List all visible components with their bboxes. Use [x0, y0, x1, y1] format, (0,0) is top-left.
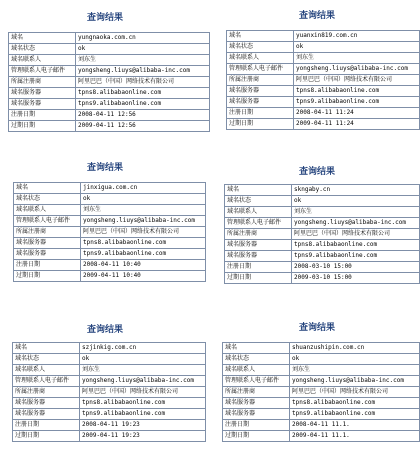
reg-date-value: 2008-03-10 15:00 [292, 262, 420, 273]
status-value: ok [294, 42, 420, 53]
domain-value: szjinkig.com.cn [80, 343, 206, 354]
domain-label: 域名 [14, 183, 81, 194]
domain-info-table [222, 342, 420, 442]
table-row [225, 196, 420, 207]
table-row [14, 183, 206, 194]
ns1-label: 域名服务器 [13, 398, 80, 409]
table-row [227, 31, 420, 42]
domain-label: 域名 [227, 31, 294, 42]
table-row [9, 121, 210, 132]
email-label: 管理联系人电子邮件 [14, 216, 81, 227]
table-row [13, 376, 206, 387]
table-row [14, 227, 206, 238]
table-row [14, 216, 206, 227]
table-row [227, 108, 420, 119]
exp-date-label: 过期日期 [9, 121, 76, 132]
exp-date-label: 过期日期 [14, 271, 81, 282]
reg-date-label: 注册日期 [225, 262, 292, 273]
table-row [223, 431, 420, 442]
email-value: yongsheng.liuys@alibaba-inc.com [292, 218, 420, 229]
table-row [13, 398, 206, 409]
status-value: ok [290, 354, 420, 365]
table-row [13, 354, 206, 365]
table-row [225, 185, 420, 196]
status-value: ok [80, 354, 206, 365]
ns1-value: tpns8.alibabaonline.com [290, 398, 420, 409]
ns2-label: 域名服务器 [227, 97, 294, 108]
ns2-value: tpns9.alibabaonline.com [292, 251, 420, 262]
ns1-value: tpns8.alibabaonline.com [292, 240, 420, 251]
domain-value: yungnaoka.com.cn [76, 33, 210, 44]
table-row [13, 365, 206, 376]
domain-info-table [224, 184, 420, 284]
table-row [14, 194, 206, 205]
table-row [9, 77, 210, 88]
reg-date-value: 2008-04-11 10:40 [81, 260, 206, 271]
result-panel-5 [0, 300, 210, 450]
contact-label: 域名联系人 [9, 55, 76, 66]
exp-date-label: 过期日期 [227, 119, 294, 130]
contact-value: 刘东生 [290, 365, 420, 376]
table-row [227, 97, 420, 108]
domain-info-table [12, 342, 206, 442]
panel-title: 查询结果 [86, 13, 123, 23]
table-row [9, 33, 210, 44]
table-row [9, 66, 210, 77]
email-label: 管理联系人电子邮件 [13, 376, 80, 387]
table-row [223, 387, 420, 398]
table-row [227, 53, 420, 64]
table-row [223, 365, 420, 376]
email-value: yongsheng.liuys@alibaba-inc.com [290, 376, 420, 387]
status-label: 域名状态 [9, 44, 76, 55]
email-label: 管理联系人电子邮件 [9, 66, 76, 77]
email-value: yongsheng.liuys@alibaba-inc.com [294, 64, 420, 75]
table-row [13, 343, 206, 354]
ns1-label: 域名服务器 [14, 238, 81, 249]
domain-value: skngaby.cn [292, 185, 420, 196]
table-row [223, 354, 420, 365]
registrar-value: 阿里巴巴（中国）网络技术有限公司 [290, 387, 420, 398]
status-value: ok [81, 194, 206, 205]
exp-date-value: 2009-04-11 11.1. [290, 431, 420, 442]
table-row [225, 218, 420, 229]
email-label: 管理联系人电子邮件 [227, 64, 294, 75]
contact-label: 域名联系人 [223, 365, 290, 376]
reg-date-value: 2008-04-11 11.1. [290, 420, 420, 431]
ns2-value: tpns9.alibabaonline.com [81, 249, 206, 260]
table-row [9, 55, 210, 66]
domain-label: 域名 [225, 185, 292, 196]
table-row [13, 409, 206, 420]
panel-title: 查询结果 [298, 323, 335, 333]
table-row [13, 420, 206, 431]
ns2-value: tpns9.alibabaonline.com [290, 409, 420, 420]
status-label: 域名状态 [225, 196, 292, 207]
email-value: yongsheng.liuys@alibaba-inc.com [76, 66, 210, 77]
domain-label: 域名 [13, 343, 80, 354]
email-label: 管理联系人电子邮件 [223, 376, 290, 387]
ns2-label: 域名服务器 [223, 409, 290, 420]
exp-date-value: 2009-04-11 19:23 [80, 431, 206, 442]
exp-date-value: 2009-03-10 15:00 [292, 273, 420, 284]
email-value: yongsheng.liuys@alibaba-inc.com [81, 216, 206, 227]
domain-label: 域名 [223, 343, 290, 354]
ns1-label: 域名服务器 [225, 240, 292, 251]
contact-label: 域名联系人 [227, 53, 294, 64]
reg-date-label: 注册日期 [13, 420, 80, 431]
contact-value: 刘东生 [80, 365, 206, 376]
table-row [227, 75, 420, 86]
table-row [9, 88, 210, 99]
reg-date-value: 2008-04-11 12:56 [76, 110, 210, 121]
status-label: 域名状态 [13, 354, 80, 365]
table-row [14, 249, 206, 260]
reg-date-label: 注册日期 [9, 110, 76, 121]
ns2-label: 域名服务器 [13, 409, 80, 420]
registrar-value: 阿里巴巴（中国）网络技术有限公司 [294, 75, 420, 86]
ns1-label: 域名服务器 [9, 88, 76, 99]
table-row [9, 44, 210, 55]
exp-date-label: 过期日期 [223, 431, 290, 442]
table-row [13, 431, 206, 442]
reg-date-label: 注册日期 [223, 420, 290, 431]
contact-value: 刘东生 [76, 55, 210, 66]
table-row [227, 86, 420, 97]
registrar-label: 所属注册商 [227, 75, 294, 86]
ns1-value: tpns8.alibabaonline.com [80, 398, 206, 409]
reg-date-label: 注册日期 [14, 260, 81, 271]
reg-date-label: 注册日期 [227, 108, 294, 119]
panel-title: 查询结果 [86, 325, 123, 335]
registrar-value: 阿里巴巴（中国）网络技术有限公司 [80, 387, 206, 398]
domain-info-table [8, 32, 210, 132]
table-row [9, 110, 210, 121]
registrar-label: 所属注册商 [9, 77, 76, 88]
result-panel-2 [214, 0, 420, 150]
ns2-label: 域名服务器 [225, 251, 292, 262]
table-row [227, 42, 420, 53]
table-row [14, 238, 206, 249]
table-row [225, 273, 420, 284]
table-row [223, 409, 420, 420]
registrar-label: 所属注册商 [223, 387, 290, 398]
ns2-value: tpns9.alibabaonline.com [76, 99, 210, 110]
status-label: 域名状态 [14, 194, 81, 205]
ns2-label: 域名服务器 [9, 99, 76, 110]
domain-info-table [13, 182, 206, 282]
domain-value: yuanxin819.com.cn [294, 31, 420, 42]
domain-value: jinxigua.com.cn [81, 183, 206, 194]
contact-label: 域名联系人 [14, 205, 81, 216]
ns2-value: tpns9.alibabaonline.com [294, 97, 420, 108]
table-row [227, 64, 420, 75]
domain-value: shuanzushipin.com.cn [290, 343, 420, 354]
contact-value: 刘东生 [81, 205, 206, 216]
table-row [223, 343, 420, 354]
table-row [223, 398, 420, 409]
email-value: yongsheng.liuys@alibaba-inc.com [80, 376, 206, 387]
ns1-value: tpns8.alibabaonline.com [81, 238, 206, 249]
ns2-value: tpns9.alibabaonline.com [80, 409, 206, 420]
table-row [225, 207, 420, 218]
status-label: 域名状态 [227, 42, 294, 53]
domain-info-table [226, 30, 420, 130]
registrar-label: 所属注册商 [14, 227, 81, 238]
contact-value: 刘东生 [294, 53, 420, 64]
result-panel-3 [0, 150, 210, 300]
exp-date-label: 过期日期 [13, 431, 80, 442]
table-row [225, 229, 420, 240]
table-row [14, 260, 206, 271]
result-panel-4 [214, 150, 420, 300]
table-row [13, 387, 206, 398]
table-row [223, 420, 420, 431]
panel-title: 查询结果 [86, 163, 123, 173]
reg-date-value: 2008-04-11 11:24 [294, 108, 420, 119]
panel-title: 查询结果 [298, 11, 335, 21]
reg-date-value: 2008-04-11 19:23 [80, 420, 206, 431]
ns1-value: tpns8.alibabaonline.com [76, 88, 210, 99]
registrar-value: 阿里巴巴（中国）网络技术有限公司 [81, 227, 206, 238]
contact-label: 域名联系人 [225, 207, 292, 218]
table-row [227, 119, 420, 130]
exp-date-value: 2009-04-11 11:24 [294, 119, 420, 130]
exp-date-label: 过期日期 [225, 273, 292, 284]
exp-date-value: 2009-04-11 12:56 [76, 121, 210, 132]
status-value: ok [76, 44, 210, 55]
ns2-label: 域名服务器 [14, 249, 81, 260]
table-row [225, 251, 420, 262]
registrar-value: 阿里巴巴（中国）网络技术有限公司 [292, 229, 420, 240]
status-label: 域名状态 [223, 354, 290, 365]
ns1-label: 域名服务器 [227, 86, 294, 97]
ns1-label: 域名服务器 [223, 398, 290, 409]
table-row [225, 262, 420, 273]
table-row [9, 99, 210, 110]
domain-label: 域名 [9, 33, 76, 44]
ns1-value: tpns8.alibabaonline.com [294, 86, 420, 97]
table-row [14, 271, 206, 282]
table-row [225, 240, 420, 251]
exp-date-value: 2009-04-11 10:40 [81, 271, 206, 282]
result-panel-6 [214, 300, 420, 450]
contact-value: 刘东生 [292, 207, 420, 218]
registrar-label: 所属注册商 [225, 229, 292, 240]
table-row [223, 376, 420, 387]
registrar-value: 阿里巴巴（中国）网络技术有限公司 [76, 77, 210, 88]
table-row [14, 205, 206, 216]
contact-label: 域名联系人 [13, 365, 80, 376]
result-panel-1 [0, 0, 210, 150]
panel-title: 查询结果 [298, 167, 335, 177]
status-value: ok [292, 196, 420, 207]
email-label: 管理联系人电子邮件 [225, 218, 292, 229]
registrar-label: 所属注册商 [13, 387, 80, 398]
